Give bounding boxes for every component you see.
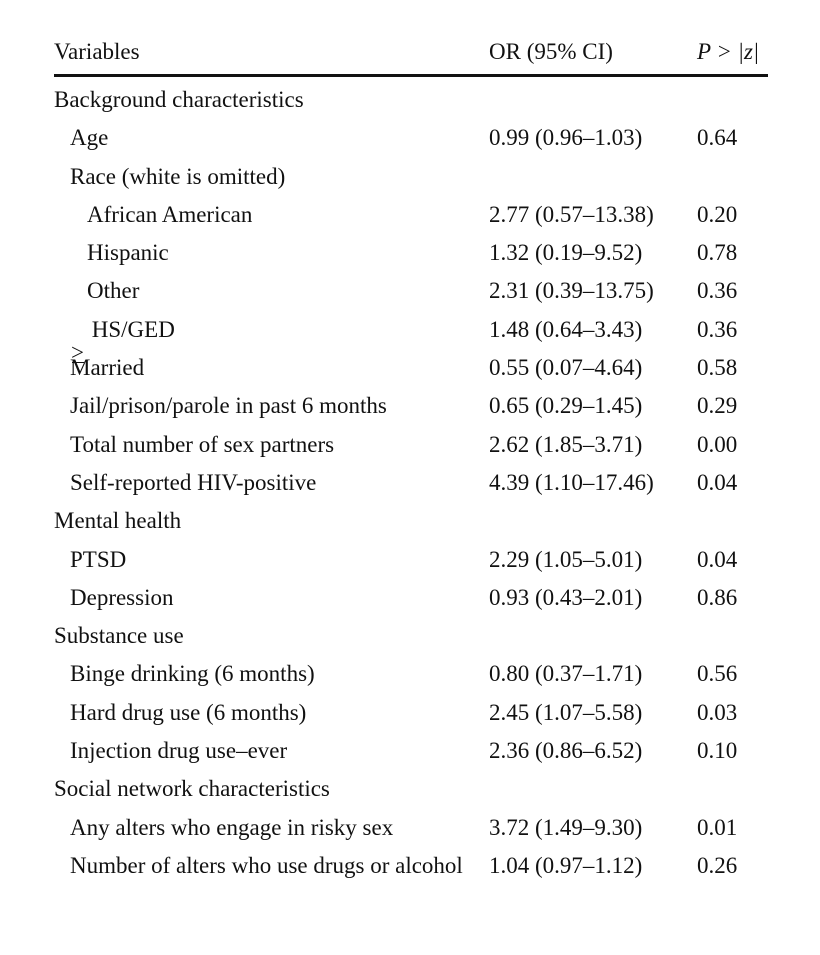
- row-p-value: 0.56: [697, 661, 738, 687]
- row-or-ci: 2.36 (0.86–6.52): [489, 738, 643, 764]
- row-label: Married: [70, 355, 145, 381]
- table-header-row: [54, 34, 768, 70]
- table-row: [54, 119, 768, 157]
- row-or-ci: 2.31 (0.39–13.75): [489, 278, 654, 304]
- row-or-ci: 0.93 (0.43–2.01): [489, 584, 643, 610]
- row-or-ci: 2.77 (0.57–13.38): [489, 201, 654, 227]
- table-row: [54, 809, 768, 847]
- table-row: [54, 579, 768, 617]
- header-p-value: P > |z|: [697, 39, 760, 64]
- row-or-ci: 2.45 (1.07–5.58): [489, 699, 643, 725]
- header-variables: Variables: [54, 39, 140, 64]
- table-row: [54, 541, 768, 579]
- row-label: Injection drug use–ever: [70, 738, 288, 764]
- row-label: Total number of sex partners: [70, 431, 335, 457]
- row-p-value: 0.04: [697, 546, 738, 572]
- row-or-ci: 2.62 (1.85–3.71): [489, 431, 643, 457]
- row-or-ci: 3.72 (1.49–9.30): [489, 814, 643, 840]
- table-row: [54, 426, 768, 464]
- table-row-subsection: [54, 158, 768, 196]
- row-or-ci: 1.32 (0.19–9.52): [489, 240, 643, 266]
- row-label: HS/GED: [91, 316, 175, 342]
- row-p-value: 0.00: [697, 431, 738, 457]
- row-p-value: 0.26: [697, 852, 738, 878]
- row-label: Self-reported HIV-positive: [70, 469, 317, 495]
- row-label: Hard drug use (6 months): [70, 699, 307, 725]
- row-or-ci: 0.55 (0.07–4.64): [489, 355, 643, 381]
- row-label: Number of alters who use drugs or alcohol: [70, 852, 463, 878]
- row-or-ci: 4.39 (1.10–17.46): [489, 469, 654, 495]
- table-row-section: [54, 81, 768, 119]
- row-p-value: 0.04: [697, 469, 738, 495]
- row-or-ci: 1.48 (0.64–3.43): [489, 316, 643, 342]
- row-or-ci: 2.29 (1.05–5.01): [489, 546, 643, 572]
- row-p-value: 0.78: [697, 240, 738, 266]
- row-or-ci: 0.80 (0.37–1.71): [489, 661, 643, 687]
- table-row: [54, 464, 768, 502]
- row-or-ci: 0.99 (0.96–1.03): [489, 125, 643, 151]
- section-label: Background characteristics: [54, 87, 304, 112]
- row-label: Depression: [70, 584, 174, 610]
- row-p-value: 0.58: [697, 355, 738, 381]
- table-row-section: [54, 502, 768, 540]
- row-p-value: 0.86: [697, 584, 738, 610]
- row-label: Any alters who engage in risky sex: [70, 814, 394, 840]
- row-label: Other: [87, 278, 140, 304]
- row-label: Hispanic: [87, 240, 169, 266]
- row-label: Age: [70, 125, 109, 151]
- row-label: PTSD: [70, 546, 127, 572]
- row-p-value: 0.36: [697, 278, 738, 304]
- section-label: Substance use: [54, 623, 184, 649]
- row-label: African American: [87, 201, 253, 227]
- row-or-ci: 1.04 (0.97–1.12): [489, 852, 643, 878]
- header-or-ci: OR (95% CI): [489, 39, 613, 64]
- row-p-value: 0.03: [697, 699, 738, 725]
- row-label-with-symbol: [70, 311, 175, 349]
- row-p-value: 0.64: [697, 125, 738, 151]
- row-p-value: 0.20: [697, 201, 738, 227]
- table-row: [54, 311, 768, 349]
- table-row: [54, 847, 768, 915]
- row-p-value: 0.01: [697, 814, 738, 840]
- row-or-ci: 0.65 (0.29–1.45): [489, 393, 643, 419]
- subsection-label: Race (white is omitted): [70, 163, 286, 189]
- table-row: [54, 694, 768, 732]
- row-label: Binge drinking (6 months): [70, 661, 315, 687]
- table-row: [54, 387, 768, 425]
- row-p-value: 0.29: [697, 393, 738, 419]
- table-row: [54, 272, 768, 310]
- row-p-value: 0.10: [697, 738, 738, 764]
- header-rule: [54, 74, 768, 77]
- row-label: Jail/prison/parole in past 6 months: [70, 393, 387, 419]
- table-row: [54, 234, 768, 272]
- table-row: [54, 196, 768, 234]
- section-label: Social network characteristics: [54, 776, 330, 802]
- section-label: Mental health: [54, 508, 182, 534]
- table-row-section: [54, 617, 768, 655]
- table-row: [54, 349, 768, 387]
- table-row: [54, 732, 768, 770]
- table-row: [54, 655, 768, 693]
- table-row-section: [54, 770, 768, 808]
- odds-ratio-table: [54, 34, 768, 915]
- row-p-value: 0.36: [697, 316, 738, 342]
